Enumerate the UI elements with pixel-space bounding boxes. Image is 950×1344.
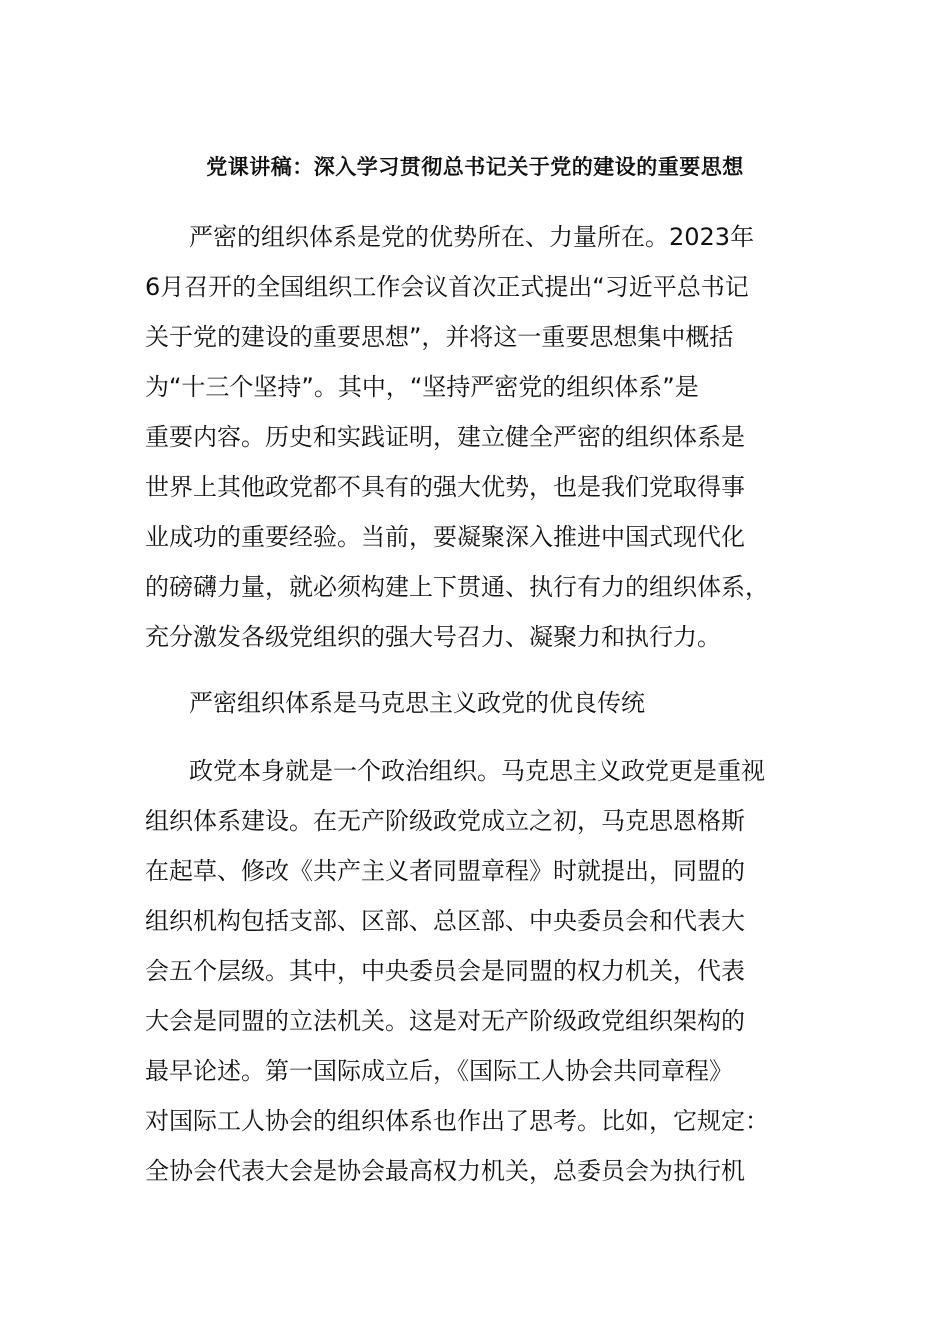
paragraph-body (145, 746, 810, 1196)
text-line: 世界上其他政党都不具有的强大优势，也是我们党取得事 (145, 473, 745, 501)
text-line: 政党本身就是一个政治组织。马克思主义政党更是重视 (189, 757, 765, 785)
text-line: 业成功的重要经验。当前，要凝聚深入推进中国式现代化 (145, 523, 745, 551)
text-line: 在起草、修改《共产主义者同盟章程》时就提出，同盟的 (145, 857, 745, 885)
text-line: 6月召开的全国组织工作会议首次正式提出“习近平总书记 (145, 273, 749, 301)
section-heading (145, 678, 810, 728)
text-line: 全协会代表大会是协会最高权力机关，总委员会为执行机 (145, 1157, 745, 1185)
document-title: 党课讲稿：深入学习贯彻总书记关于党的建设的重要思想 (206, 155, 744, 179)
text-line: 重要内容。历史和实践证明，建立健全严密的组织体系是 (145, 423, 745, 451)
text-line: 严密的组织体系是党的优势所在、力量所在。2023年 (189, 223, 755, 251)
text-line: 关于党的建设的重要思想”，并将这一重要思想集中概括 (145, 323, 734, 351)
section-heading-text: 严密组织体系是马克思主义政党的优良传统 (189, 689, 645, 717)
paragraph-intro (145, 212, 810, 662)
text-line: 充分激发各级党组织的强大号召力、凝聚力和执行力。 (145, 623, 721, 651)
text-line: 的磅礴力量，就必须构建上下贯通、执行有力的组织体系， (145, 573, 769, 601)
text-line: 组织体系建设。在无产阶级政党成立之初，马克思恩格斯 (145, 807, 745, 835)
text-line: 对国际工人协会的组织体系也作出了思考。比如，它规定： (145, 1107, 769, 1135)
text-line: 为“十三个坚持”。其中，“坚持严密党的组织体系”是 (145, 373, 699, 401)
text-line: 最早论述。第一国际成立后，《国际工人协会共同章程》 (145, 1057, 733, 1085)
text-line: 会五个层级。其中，中央委员会是同盟的权力机关，代表 (145, 957, 745, 985)
text-line: 组织机构包括支部、区部、总区部、中央委员会和代表大 (145, 907, 745, 935)
text-line: 大会是同盟的立法机关。这是对无产阶级政党组织架构的 (145, 1007, 745, 1035)
